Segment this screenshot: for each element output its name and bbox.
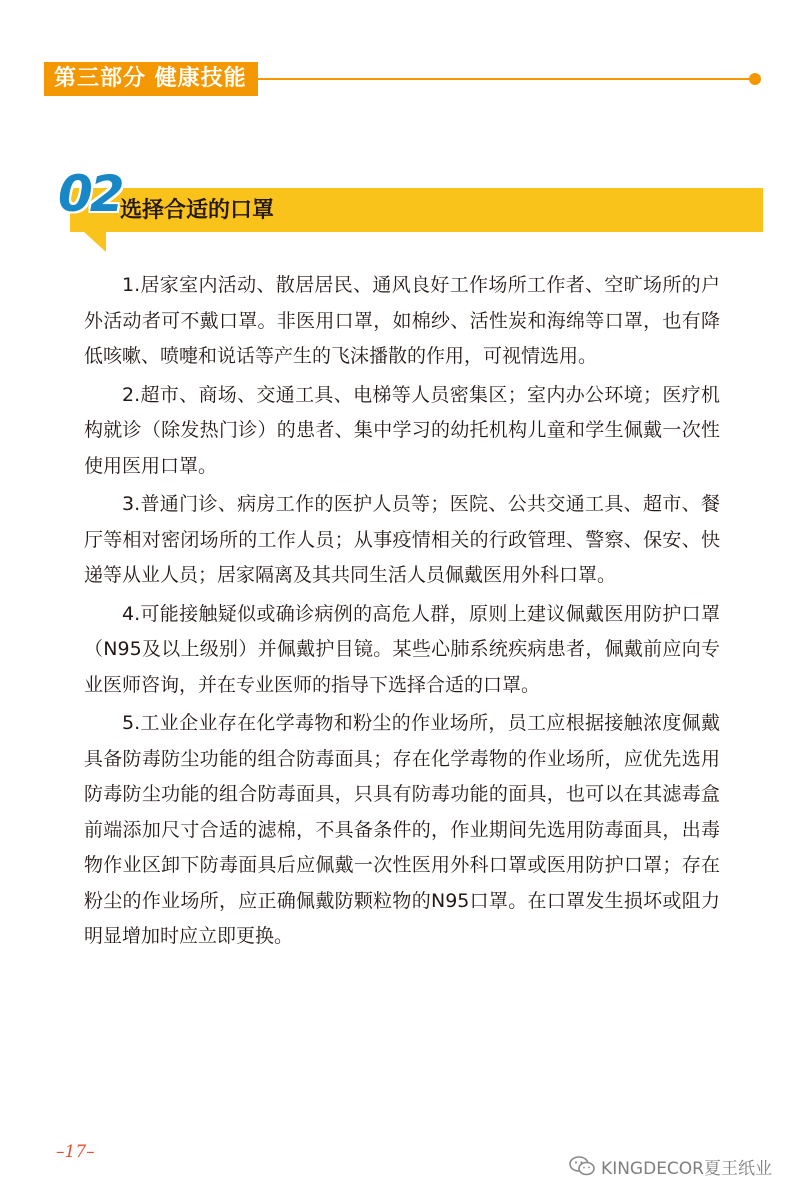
- chapter-divider-dot: [749, 73, 761, 85]
- chapter-divider: [258, 78, 752, 80]
- chapter-label: 第三部分 健康技能: [44, 62, 258, 96]
- brand-watermark: [569, 1152, 772, 1180]
- section-banner-tail: [84, 232, 106, 252]
- body-text: [84, 268, 720, 958]
- paragraph-2: 2.超市、商场、交通工具、电梯等人员密集区；室内办公环境；医疗机构就诊（除发热门诊）的患者、集中学习的幼托机构儿童和学生佩戴一次性使用医用口罩。: [84, 383, 720, 477]
- paragraph-3: 3.普通门诊、病房工作的医护人员等；医院、公共交通工具、超市、餐厅等相对密闭场所的工作人员；从事疫情相关的行政管理、警察、保安、快递等从业人员；居家隔离及其共同生活人员佩戴医用外科口罩。: [84, 493, 720, 586]
- section-title: 选择合适的口罩: [120, 198, 275, 223]
- section-number: 02: [58, 165, 122, 223]
- paragraph-4: 4.可能接触疑似或确诊病例的高危人群，原则上建议佩戴医用防护口罩（N95及以上级别）并佩戴护目镜。某些心肺系统疾病患者，佩戴前应向专业医师咨询，并在专业医师的指导下选择合适的口罩。: [84, 602, 720, 696]
- paragraph-1: 1.居家室内活动、散居居民、通风良好工作场所工作者、空旷场所的户外活动者可不戴口罩。非医用口罩，如棉纱、活性炭和海绵等口罩，也有降低咳嗽、喷嚏和说话等产生的飞沫播散的作用，可视情选用。: [84, 274, 720, 367]
- page-number: –17–: [56, 1142, 95, 1162]
- paragraph-5: 5.工业企业存在化学毒物和粉尘的作业场所，员工应根据接触浓度佩戴具备防毒防尘功能的组合防毒面具；存在化学毒物的作业场所，应优先选用防毒防尘功能的组合防毒面具，只具有防毒功能的面具，也可以在其滤毒盒前端添加尺寸合适的滤棉，不具备条件的，作业期间先选用防毒面具，出毒物作业区卸下防毒面具后应佩戴一次性医用外科口罩或医用防护口罩；存在粉尘的作业场所，应正确佩戴防颗粒物的N95口罩。在口罩发生损坏或阻力明显增加时应立即更换。: [84, 712, 720, 947]
- wechat-icon: [569, 1156, 595, 1176]
- brand-text: KINGDECOR夏王纸业: [601, 1158, 772, 1179]
